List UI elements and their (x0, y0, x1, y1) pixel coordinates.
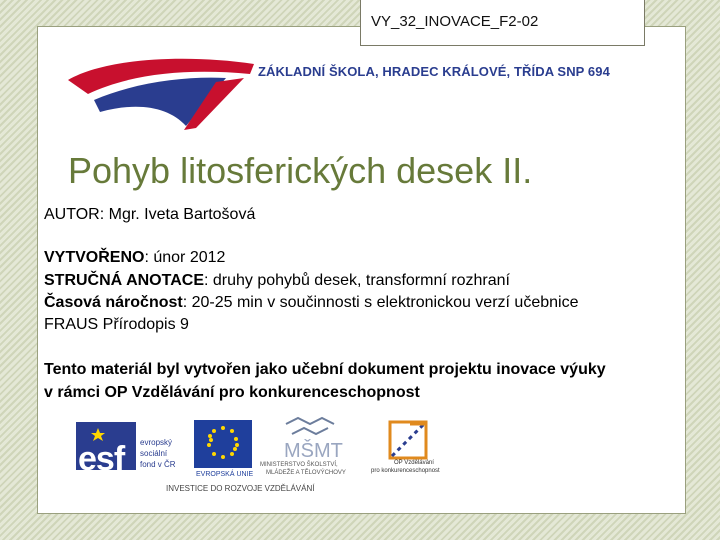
msmt-logo-text: MŠMT (284, 440, 343, 462)
esf-caption-1: evropský (140, 438, 173, 447)
author-value: : Mgr. Iveta Bartošová (99, 206, 256, 223)
created-value: : únor 2012 (144, 249, 226, 266)
esf-caption-3: fond v ČR (140, 460, 176, 469)
project-note-line-1: Tento materiál byl vytvořen jako učební dokument projektu inovace výuky (44, 361, 606, 378)
sponsor-logos (70, 414, 450, 498)
esf-caption-2: sociální (140, 449, 168, 458)
op-caption-2: pro konkurenceschopnost (371, 468, 440, 474)
duration-value: : 20-25 min v součinnosti s elektronickou verzí učebnice (182, 294, 579, 311)
duration-label: Časová náročnost (44, 294, 183, 311)
author-label: AUTOR (44, 206, 100, 223)
msmt-logo-mark (286, 418, 334, 434)
esf-logo-text: esf (78, 440, 125, 478)
annotation-line (44, 272, 510, 290)
op-logo-icon (390, 422, 426, 458)
project-note-line-2: v rámci OP Vzdělávání pro konkurenceschopnost (44, 384, 420, 401)
msmt-caption-2: MLÁDEŽE A TĚLOVÝCHOVY (266, 470, 346, 476)
duration-line (44, 294, 578, 312)
created-line (44, 249, 225, 267)
op-caption-1: OP Vzdělávání (394, 460, 434, 466)
school-logo (66, 56, 256, 136)
author-line (44, 206, 255, 224)
investment-caption: INVESTICE DO ROZVOJE VZDĚLÁVÁNÍ (166, 484, 315, 493)
duration-continuation: FRAUS Přírodopis 9 (44, 316, 189, 333)
annotation-value: : druhy pohybů desek, transformní rozhraní (204, 272, 510, 289)
msmt-caption-1: MINISTERSTVO ŠKOLSTVÍ, (260, 462, 338, 468)
code-label-tab (360, 0, 645, 46)
page-title: Pohyb litosferických desek II. (68, 150, 533, 191)
created-label: VYTVOŘENO (44, 249, 145, 266)
project-note (44, 358, 606, 404)
annotation-label: STRUČNÁ ANOTACE (44, 272, 204, 289)
eu-caption: EVROPSKÁ UNIE (196, 471, 254, 478)
code-label: VY_32_INOVACE_F2-02 (371, 13, 539, 30)
school-name: ZÁKLADNÍ ŠKOLA, HRADEC KRÁLOVÉ, TŘÍDA SNP 694 (258, 64, 610, 79)
